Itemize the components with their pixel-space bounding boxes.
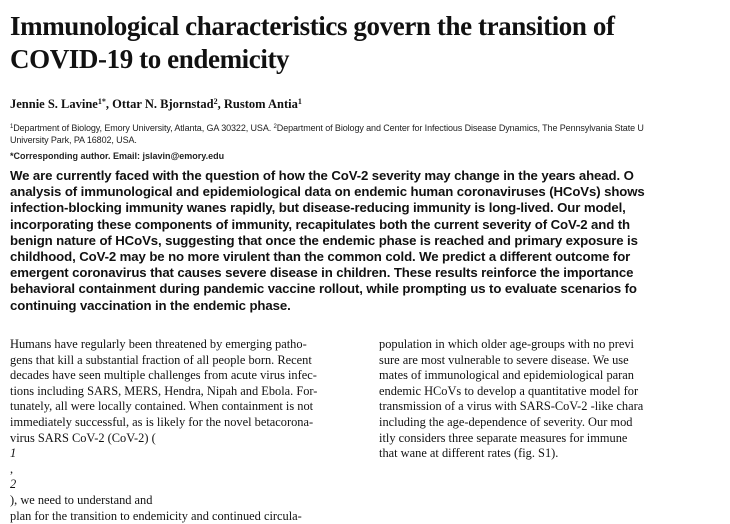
body-line: endemic HCoVs to develop a quantitative model for	[379, 383, 639, 398]
abstract-line: incorporating these components of immunity, recapitulates both the current severity of CoV-2 and th	[10, 216, 631, 232]
body-column-right	[379, 337, 699, 462]
affiliation-text: Department of Biology and Center for Infectious Disease Dynamics, The Pennsylvania State U	[276, 123, 644, 133]
title-line: Immunological characteristics govern the transition of	[10, 11, 615, 41]
body-line: sure are most vulnerable to severe disease. We use	[379, 352, 629, 367]
body-line-with-citations	[10, 431, 365, 509]
author-separator: ,	[217, 97, 224, 111]
body-line: immediately successful, as is likely for the novel betacorona-	[10, 414, 314, 429]
body-line: tunately, all were locally contained. When containment is not	[10, 399, 314, 414]
affiliation-line	[10, 121, 710, 134]
body-line: that wane at different rates (fig. S1).	[379, 446, 559, 461]
abstract-line: childhood, CoV-2 may be no more virulent than the common cold. We predict a different outcome for	[10, 249, 631, 265]
body-line: population in which older age-groups with no previ	[379, 337, 634, 351]
abstract-line: continuing vaccination in the endemic phase.	[10, 297, 291, 313]
body-text: virus SARS CoV-2 (CoV-2) (	[10, 430, 156, 445]
citation-ref[interactable]: 2	[10, 477, 17, 492]
body-column-left	[10, 337, 365, 524]
author-list	[10, 97, 302, 112]
body-line: plan for the transition to endemicity and continued circula-	[10, 508, 302, 523]
abstract-line: emergent coronavirus that causes severe disease in children. These results reinforce the importance	[10, 265, 634, 281]
body-line: mates of immunological and epidemiological paran	[379, 368, 634, 383]
affiliation-text: Department of Biology, Emory University, Atlanta, GA 30322, USA.	[13, 123, 274, 133]
body-line: gens that kill a substantial fraction of all people born. Recent	[10, 352, 312, 367]
author-name: Rustom Antia	[223, 97, 298, 111]
body-line: tions including SARS, MERS, Hendra, Nipah and Ebola. For-	[10, 383, 318, 398]
abstract-line: We are currently faced with the question of how the CoV-2 severity may change in the years ahead. O	[10, 168, 634, 183]
article-title	[10, 10, 710, 76]
title-line: COVID-19 to endemicity	[10, 44, 290, 74]
affiliation-line: University Park, PA 16802, USA.	[10, 135, 137, 145]
abstract-line: benign nature of HCoVs, suggesting that once the endemic phase is reached and primary exposure is	[10, 232, 638, 248]
author-name: Jennie S. Lavine	[10, 97, 98, 111]
body-text: ), we need to understand and	[10, 492, 153, 507]
author-separator: ,	[105, 97, 113, 111]
body-line: Humans have regularly been threatened by emerging patho-	[10, 337, 307, 351]
author-name: Ottar N. Bjornstad	[112, 97, 214, 111]
abstract-line: behavioral containment during pandemic vaccine rollout, while prompting us to evaluate scenarios fo	[10, 281, 637, 297]
author-affiliation-mark: 1	[297, 97, 302, 106]
author-affiliation-mark: 2	[213, 97, 218, 106]
affiliation-mark: 2	[273, 124, 277, 130]
citation-ref[interactable]: 1	[10, 446, 17, 461]
body-line: itly considers three separate measures for immune	[379, 430, 628, 445]
affiliations	[10, 121, 710, 146]
corresponding-author: *Corresponding author. Email: jslavin@emory.edu	[10, 151, 225, 161]
abstract-line: analysis of immunological and epidemiological data on endemic human coronaviruses (HCoVs) shows	[10, 184, 645, 200]
body-line: decades have seen multiple challenges from acute virus infec-	[10, 368, 317, 383]
affiliation-mark: 1	[10, 124, 14, 130]
body-text: ,	[10, 461, 14, 476]
abstract	[10, 168, 730, 314]
author-affiliation-mark: 1*	[97, 97, 106, 106]
body-line: transmission of a virus with SARS-CoV-2 -like chara	[379, 399, 644, 414]
abstract-line: infection-blocking immunity wanes rapidly, but disease-reducing immunity is long-lived. Our model,	[10, 200, 626, 216]
body-line: including the age-dependence of severity. Our mod	[379, 414, 633, 429]
